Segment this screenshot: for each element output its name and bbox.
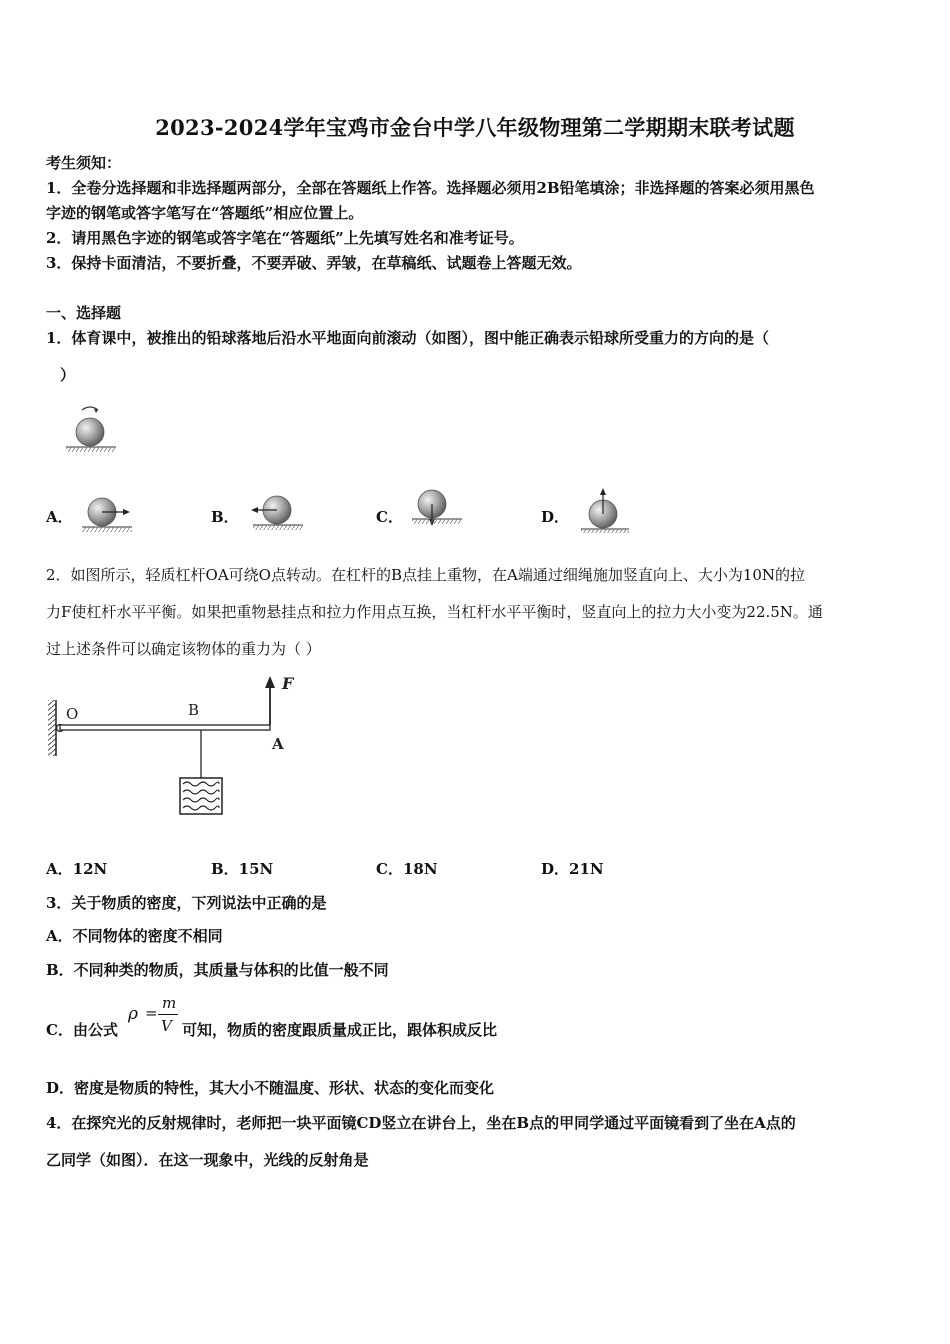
label-o: O xyxy=(66,705,79,723)
q3-option-b: B．不同种类的物质，其质量与体积的比值一般不同 xyxy=(46,961,389,979)
notice-item-1-cont: 字迹的钢笔或答字笔写在“答题纸”相应位置上。 xyxy=(46,204,364,222)
q1-stem: 1．体育课中，被推出的铅球落地后沿水平地面向前滚动（如图），图中能正确表示铅球所受重力的方向的是（ xyxy=(46,329,769,347)
label-b: B xyxy=(188,701,200,719)
label-a: A xyxy=(272,735,284,753)
notice-item-3: 3．保持卡面清洁，不要折叠，不要弄破、弄皱，在草稿纸、试题卷上答题无效。 xyxy=(46,254,582,272)
notice-item-1: 1．全卷分选择题和非选择题两部分，全部在答题纸上作答。选择题必须用2B铅笔填涂；非选择题的答案必须用黑色 xyxy=(46,179,815,197)
q1-option-d-label: D． xyxy=(541,508,570,526)
q3-stem: 3．关于物质的密度，下列说法中正确的是 xyxy=(46,894,327,912)
q2-stem-cont: 力F使杠杆水平平衡。如果把重物悬挂点和拉力作用点互换，当杠杆水平平衡时，竖直向上的拉力大小变为22.5N。通 xyxy=(46,603,823,621)
q1-option-c-label: C． xyxy=(376,508,403,526)
q4-stem-cont: 乙同学（如图）．在这一现象中，光线的反射角是 xyxy=(46,1151,369,1169)
lever-figure xyxy=(46,672,316,822)
formula-numerator: m xyxy=(162,994,177,1012)
q1-figure xyxy=(60,404,120,456)
q2-stem-end: 过上述条件可以确定该物体的重力为（ ） xyxy=(46,640,321,658)
section-heading: 一、选择题 xyxy=(46,304,122,322)
q3-option-a: A．不同物体的密度不相同 xyxy=(46,927,223,945)
q3-option-c-prefix: C．由公式 xyxy=(46,1021,118,1039)
q1-stem-cont: ） xyxy=(60,366,76,384)
q1-option-c-figure xyxy=(410,488,465,530)
q2-stem: 2．如图所示，轻质杠杆OA可绕O点转动。在杠杆的B点挂上重物，在A端通过细绳施加竖直向上、大小为10N的拉 xyxy=(46,566,806,584)
q1-option-a-figure xyxy=(80,494,135,534)
page-title: 2023-2024学年宝鸡市金台中学八年级物理第二学期期末联考试题 xyxy=(155,115,795,140)
formula-fraction-bar xyxy=(158,1014,178,1015)
notice-heading: 考生须知： xyxy=(46,154,122,172)
q2-option-c: C．18N xyxy=(376,860,438,878)
notice-item-2: 2．请用黑色字迹的钢笔或答字笔在“答题纸”上先填写姓名和准考证号。 xyxy=(46,229,524,247)
q3-option-c-text: 可知，物质的密度跟质量成正比，跟体积成反比 xyxy=(182,1021,498,1039)
q1-option-d-figure xyxy=(575,486,630,532)
q1-option-b-figure xyxy=(245,492,305,532)
formula-equals: = xyxy=(145,1004,158,1022)
q2-option-d: D．21N xyxy=(541,860,604,878)
label-f: F xyxy=(282,674,294,693)
q1-option-a-label: A． xyxy=(46,508,73,526)
q1-option-b-label: B． xyxy=(211,508,239,526)
formula-rho: ρ xyxy=(128,1004,138,1024)
q3-option-d: D．密度是物质的特性，其大小不随温度、形状、状态的变化而变化 xyxy=(46,1079,495,1097)
wall xyxy=(48,700,56,756)
lever-bar xyxy=(60,725,270,730)
q2-option-b: B．15N xyxy=(211,860,274,878)
formula-denominator: V xyxy=(161,1017,172,1035)
q2-option-a: A．12N xyxy=(46,860,108,878)
q4-stem: 4．在探究光的反射规律时，老师把一块平面镜CD竖立在讲台上，坐在B点的甲同学通过平面镜看到了坐在A点的 xyxy=(46,1114,796,1132)
